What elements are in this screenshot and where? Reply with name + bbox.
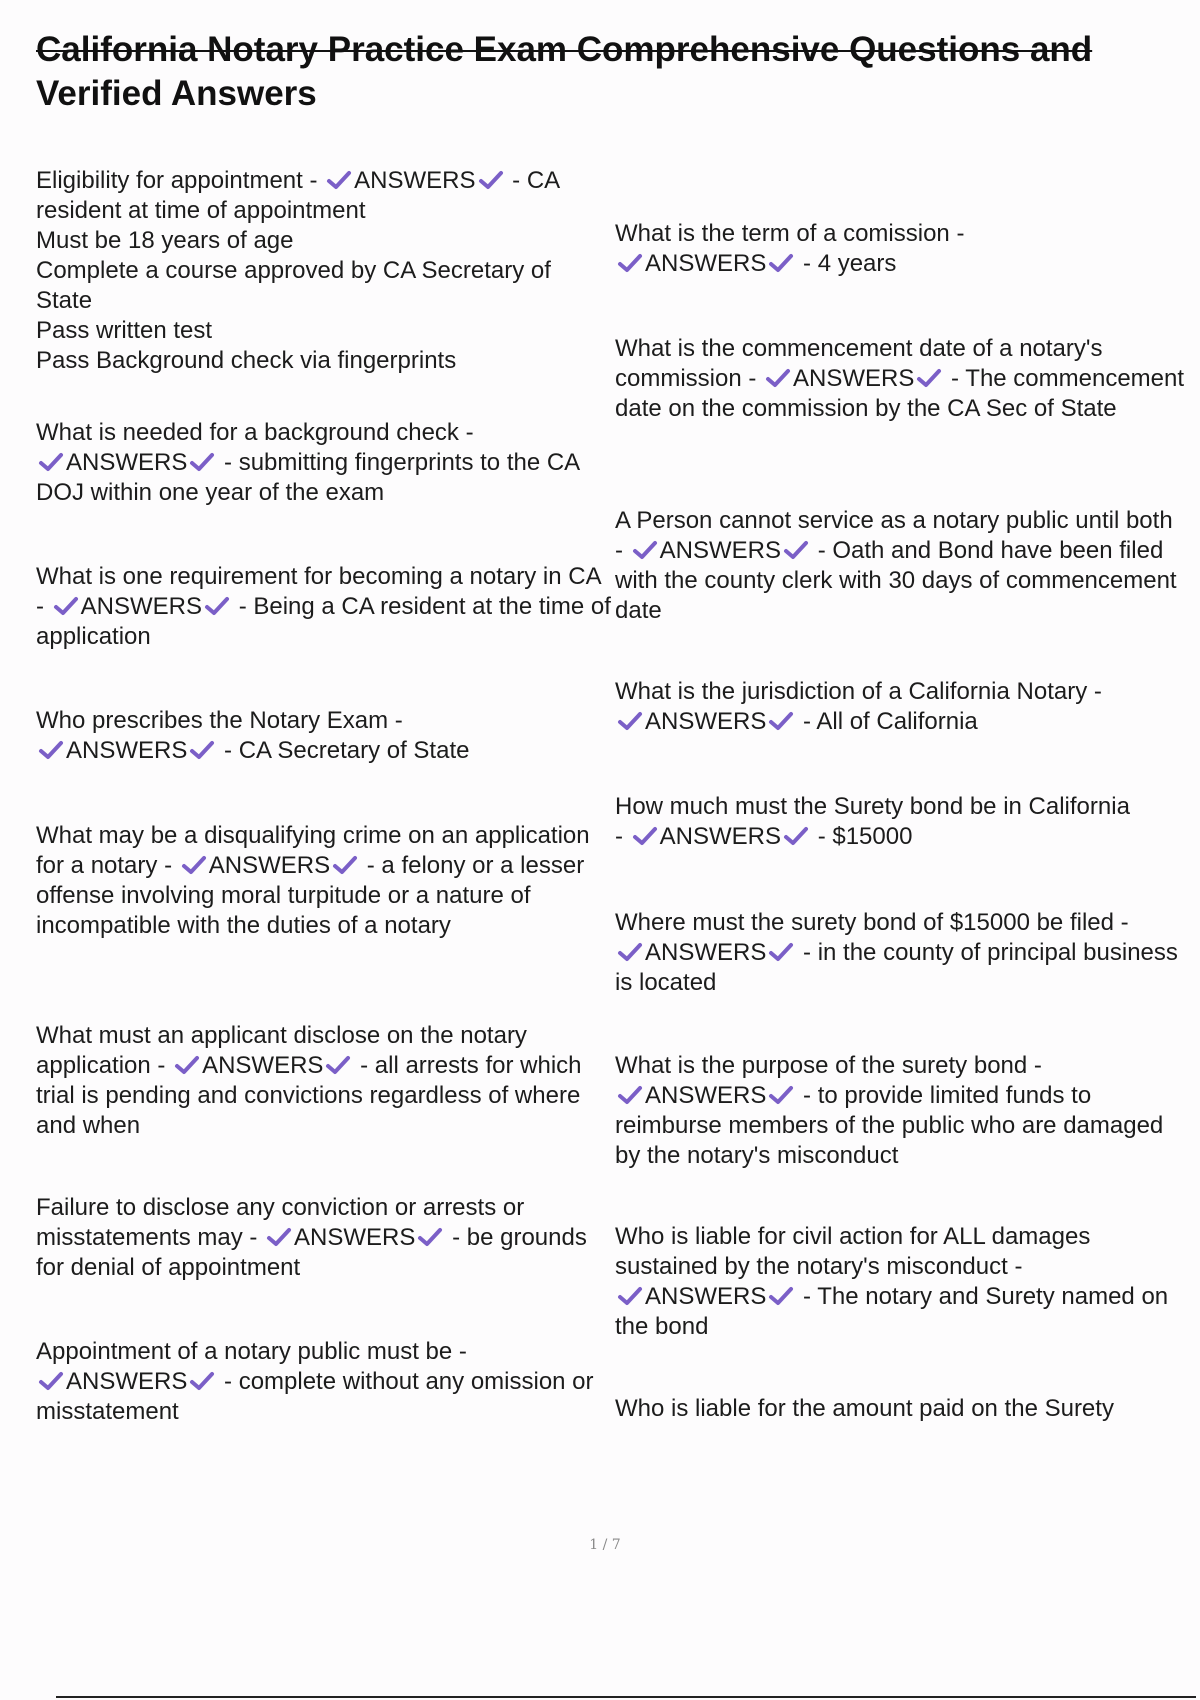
title-line-2: Verified Answers (36, 74, 317, 113)
check-icon (181, 855, 207, 875)
answers-label: ANSWERS (66, 737, 188, 764)
qa-item (615, 677, 1185, 737)
check-icon (478, 170, 504, 190)
answers-label: ANSWERS (659, 537, 782, 564)
check-icon (768, 942, 794, 962)
question-text: What is the commencement date of a notary's commission - (615, 335, 1103, 392)
answers-label: ANSWERS (645, 708, 767, 735)
qa-item (615, 792, 1185, 852)
check-icon (768, 253, 794, 273)
check-icon (768, 1286, 794, 1306)
check-icon (204, 596, 230, 616)
qa-item (615, 1222, 1185, 1342)
check-icon (189, 1371, 215, 1391)
answer-text: - Being a CA resident at the time of application (36, 593, 611, 650)
check-icon (325, 1055, 351, 1075)
answer-text: - complete without any omission or misstatement (36, 1368, 594, 1425)
check-icon (326, 170, 352, 190)
title-line-1: California Notary Practice Exam Comprehensive Questions and (36, 30, 1093, 69)
answers-label: ANSWERS (294, 1224, 416, 1251)
answers-label: ANSWERS (208, 852, 331, 879)
qa-item (36, 418, 611, 508)
question-text: Who is liable for civil action for ALL damages sustained by the notary's misconduct - (615, 1223, 1091, 1280)
question-text: Failure to disclose any conviction or arrests or misstatements may - (36, 1194, 525, 1251)
answer-text: - to provide limited funds to reimburse members of the public who are damaged by the notary's misconduct (615, 1082, 1164, 1169)
qa-item (615, 219, 1185, 279)
answers-label: ANSWERS (202, 1052, 324, 1079)
qa-item (615, 506, 1185, 626)
answer-text: - CA Secretary of State (217, 737, 470, 764)
answers-label: ANSWERS (354, 167, 476, 194)
page-number: 1 / 7 (589, 1537, 621, 1553)
qa-item (36, 821, 611, 941)
question-text: What is the term of a comission - (615, 220, 965, 247)
question-text: How much must the Surety bond be in California - (615, 793, 1130, 850)
answers-label: ANSWERS (66, 1368, 188, 1395)
check-icon (617, 1085, 643, 1105)
check-icon (266, 1227, 292, 1247)
qa-item (615, 334, 1185, 424)
check-icon (189, 452, 215, 472)
answers-label: ANSWERS (645, 250, 767, 277)
answer-text: - 4 years (796, 250, 897, 277)
answer-text: - all arrests for which trial is pending and convictions regardless of where and when (36, 1052, 582, 1139)
answer-text: - All of California (796, 708, 978, 735)
check-icon (916, 368, 942, 388)
question-text: Eligibility for appointment - (36, 167, 325, 194)
answers-label: ANSWERS (645, 939, 767, 966)
qa-item (615, 1051, 1185, 1171)
answers-label: ANSWERS (66, 449, 188, 476)
qa-item (36, 1193, 611, 1283)
check-icon (768, 711, 794, 731)
qa-item (36, 166, 611, 376)
answer-text: - submitting fingerprints to the CA DOJ within one year of the exam (36, 449, 579, 506)
question-text: What may be a disqualifying crime on an application for a notary - (36, 822, 590, 879)
answer-text: - in the county of principal business is located (615, 939, 1178, 996)
check-icon (189, 740, 215, 760)
question-text: Where must the surety bond of $15000 be filed - (615, 909, 1129, 936)
qa-item (36, 1021, 611, 1141)
check-icon (765, 368, 791, 388)
footer-divider (56, 1696, 1196, 1698)
answers-label: ANSWERS (659, 823, 782, 850)
check-icon (38, 740, 64, 760)
answer-text: - Oath and Bond have been filed with the county clerk with 30 days of commencement date (615, 537, 1177, 624)
question-text: A Person cannot service as a notary public until both - (615, 507, 1173, 564)
check-icon (174, 1055, 200, 1075)
qa-item (615, 1394, 1185, 1424)
question-text: What is needed for a background check - (36, 419, 474, 446)
question-text: Who prescribes the Notary Exam - (36, 707, 403, 734)
check-icon (768, 1085, 794, 1105)
question-text: What is the jurisdiction of a California Notary - (615, 678, 1102, 705)
check-icon (38, 452, 64, 472)
answer-text: - CA resident at time of appointment Must be 18 years of age Complete a course approved by CA Secretary of State Pass written test Pass Background check via fingerprints (36, 167, 561, 374)
check-icon (332, 855, 358, 875)
question-text: What is the purpose of the surety bond - (615, 1052, 1042, 1079)
check-icon (417, 1227, 443, 1247)
question-text: What is one requirement for becoming a notary in CA - (36, 563, 601, 620)
qa-item (36, 562, 611, 652)
qa-item (36, 706, 611, 766)
check-icon (617, 711, 643, 731)
answer-text: - The notary and Surety named on the bond (615, 1283, 1169, 1340)
check-icon (617, 1286, 643, 1306)
question-text: Appointment of a notary public must be - (36, 1338, 467, 1365)
question-text: What must an applicant disclose on the notary application - (36, 1022, 527, 1079)
answers-label: ANSWERS (793, 365, 915, 392)
qa-item (615, 908, 1185, 998)
check-icon (783, 540, 809, 560)
check-icon (632, 826, 658, 846)
qa-item (36, 1337, 611, 1427)
check-icon (38, 1371, 64, 1391)
document-title (36, 28, 1186, 116)
answers-label: ANSWERS (645, 1082, 767, 1109)
answer-text: - The commencement date on the commission by the CA Sec of State (615, 365, 1185, 422)
answer-text: - $15000 (811, 823, 913, 850)
check-icon (632, 540, 658, 560)
check-icon (617, 942, 643, 962)
answer-text: - be grounds for denial of appointment (36, 1224, 587, 1281)
question-text: Who is liable for the amount paid on the Surety (615, 1395, 1114, 1422)
check-icon (617, 253, 643, 273)
answer-text: - a felony or a lesser offense involving moral turpitude or a nature of incompatible with the duties of a notary (36, 852, 585, 939)
answers-label: ANSWERS (80, 593, 203, 620)
answers-label: ANSWERS (645, 1283, 767, 1310)
check-icon (783, 826, 809, 846)
check-icon (53, 596, 79, 616)
